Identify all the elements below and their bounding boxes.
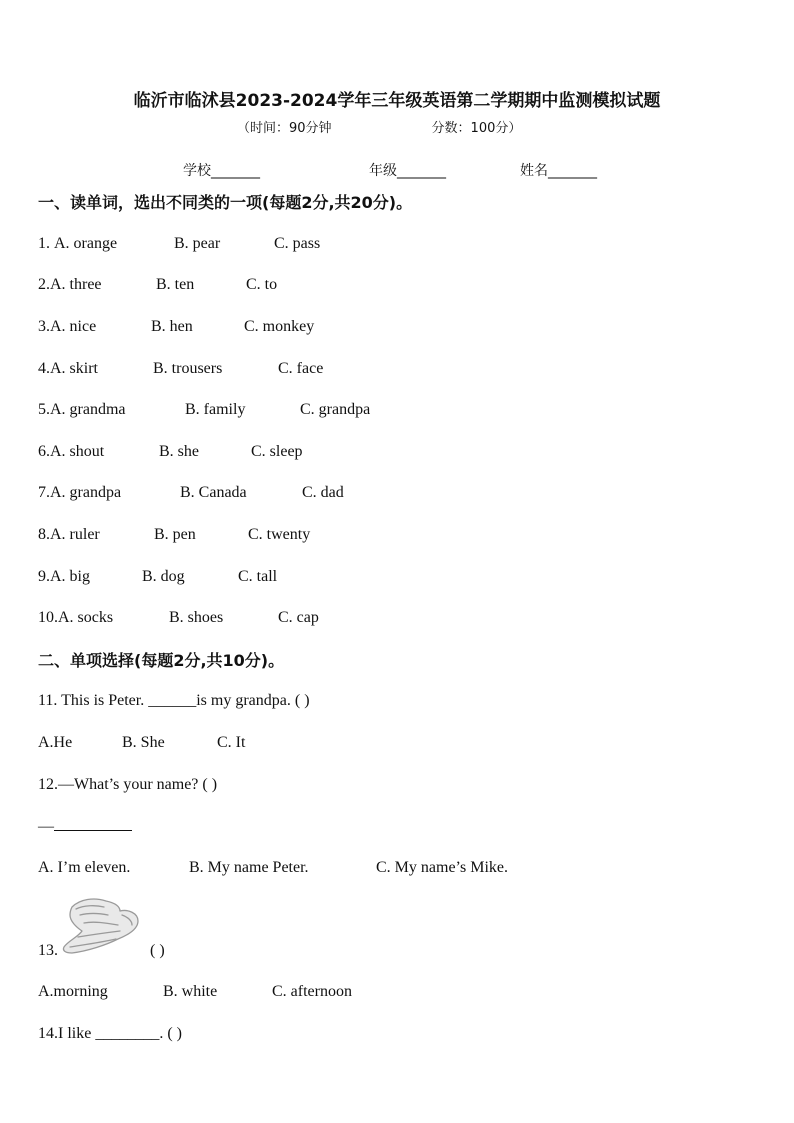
option-a: A. ruler: [50, 526, 100, 543]
option-a: A. orange: [54, 235, 118, 252]
question-12-answer-line: [38, 816, 132, 837]
school-field: 学校_______: [183, 163, 260, 179]
option-c: C. monkey: [244, 318, 315, 335]
question-number: 9.: [38, 568, 50, 585]
option-c: C. cap: [278, 609, 319, 626]
option-b: B. family: [185, 401, 246, 418]
option-c: C. tall: [238, 568, 278, 585]
exam-subtitle: [237, 117, 521, 136]
question-number: 3.: [38, 318, 50, 335]
question-6: [38, 442, 303, 462]
question-number: 7.: [38, 484, 50, 501]
question-10: [38, 608, 319, 628]
exam-score: 分数：100分）: [431, 121, 522, 136]
option-b: B. ten: [156, 276, 195, 293]
answer-blank: [54, 816, 132, 831]
question-13-options: [38, 982, 352, 1002]
question-12-options: [38, 858, 508, 878]
question-number: 2.: [38, 276, 50, 293]
question-number: 5.: [38, 401, 50, 418]
question-13-picture: [58, 893, 142, 957]
question-3: [38, 317, 315, 337]
grade-field: 年级_______: [369, 163, 446, 179]
option-a: A. nice: [50, 318, 97, 335]
option-c: C. afternoon: [272, 983, 352, 1000]
option-b: B. white: [163, 983, 218, 1000]
question-1: [38, 234, 321, 254]
option-a: A.morning: [38, 983, 108, 1000]
question-11-stem: 11. This is Peter. ______is my grandpa. ( ): [38, 692, 310, 709]
option-b: B. pen: [154, 526, 196, 543]
question-2: [38, 275, 278, 295]
question-11-options: [38, 733, 246, 753]
option-b: B. hen: [151, 318, 193, 335]
exam-time: （时间：90分钟: [237, 121, 332, 136]
question-5: [38, 400, 371, 420]
option-c: C. to: [246, 276, 278, 293]
name-field: 姓名_______: [520, 163, 597, 179]
option-b: B. shoes: [169, 609, 224, 626]
option-a: A. big: [50, 568, 90, 585]
option-a: A. grandpa: [50, 484, 122, 501]
option-c: C. twenty: [248, 526, 311, 543]
option-c: C. My name’s Mike.: [376, 859, 508, 876]
option-b: B. My name Peter.: [189, 859, 309, 876]
question-number: 4.: [38, 360, 50, 377]
question-number: 10.: [38, 609, 58, 626]
option-a: A.He: [38, 734, 73, 751]
question-8: [38, 525, 311, 545]
question-7: [38, 483, 344, 503]
answer-paren: ( ): [150, 942, 165, 959]
option-c: C. face: [278, 360, 324, 377]
option-b: B. She: [122, 734, 165, 751]
option-b: B. pear: [174, 235, 221, 252]
option-a: A. three: [50, 276, 102, 293]
option-b: B. dog: [142, 568, 185, 585]
question-4: [38, 359, 324, 379]
option-c: C. dad: [302, 484, 344, 501]
question-number: 8.: [38, 526, 50, 543]
section-2-heading: 二、单项选择(每题2分,共10分)。: [38, 651, 285, 670]
option-c: C. It: [217, 734, 246, 751]
question-9: [38, 567, 278, 587]
option-a: A. grandma: [50, 401, 126, 418]
question-number: 6.: [38, 443, 50, 460]
option-c: C. grandpa: [300, 401, 371, 418]
section-1-heading: 一、读单词，选出不同类的一项(每题2分,共20分)。: [38, 193, 413, 212]
question-14-stem: 14.I like ________. ( ): [38, 1025, 182, 1042]
answer-dash: —: [38, 818, 54, 835]
option-a: A. skirt: [50, 360, 98, 377]
question-number: 1.: [38, 235, 54, 252]
question-13: [38, 941, 165, 961]
option-a: A. I’m eleven.: [38, 859, 131, 876]
option-b: B. she: [159, 443, 199, 460]
question-number: 13.: [38, 942, 58, 959]
option-b: B. Canada: [180, 484, 247, 501]
option-c: C. pass: [274, 235, 321, 252]
option-a: A. shout: [50, 443, 105, 460]
question-12-stem: 12.—What’s your name? ( ): [38, 776, 218, 793]
exam-title: 临沂市临沭县2023-2024学年三年级英语第二学期期中监测模拟试题: [133, 91, 661, 111]
option-c: C. sleep: [251, 443, 303, 460]
option-b: B. trousers: [153, 360, 223, 377]
option-a: A. socks: [58, 609, 114, 626]
